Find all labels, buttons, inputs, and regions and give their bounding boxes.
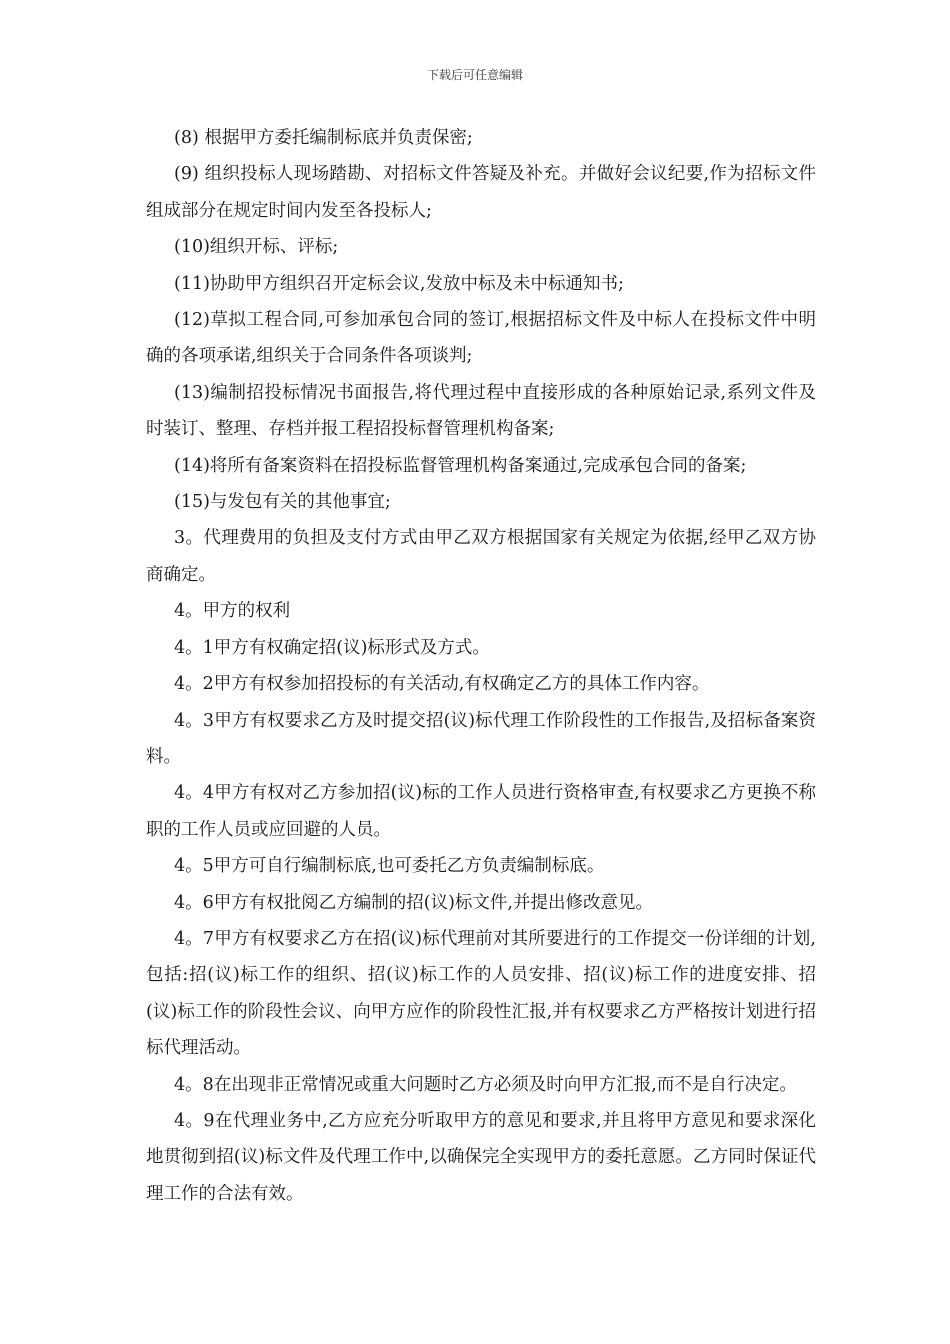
paragraph: (13)编制招投标情况书面报告,将代理过程中直接形成的各种原始记录,系列文件及时装订、整理、存档并报工程招投标督管理机构备案; [146, 382, 816, 440]
paragraph: 4。3甲方有权要求乙方及时提交招(议)标代理工作阶段性的工作报告,及招标备案资料。 [146, 710, 816, 767]
paragraph: 4。1甲方有权确定招(议)标形式及方式。 [174, 637, 490, 658]
paragraph: (14)将所有备案资料在招投标监督管理机构备案通过,完成承包合同的备案; [174, 455, 747, 476]
paragraph: (8) 根据甲方委托编制标底并负责保密; [174, 128, 473, 148]
paragraph: (15)与发包有关的其他事宜; [174, 492, 391, 513]
paragraph: 4。2甲方有权参加招投标的有关活动,有权确定乙方的具体工作内容。 [174, 674, 710, 695]
paragraph: (11)协助甲方组织召开定标会议,发放中标及未中标通知书; [174, 273, 624, 294]
paragraph: 4。8在出现非正常情况或重大问题时乙方必须及时向甲方汇报,而不是自行决定。 [174, 1074, 797, 1095]
page-header: 下载后可任意编辑 [426, 68, 523, 82]
paragraph: 4。9在代理业务中,乙方应充分听取甲方的意见和要求,并且将甲方意见和要求深化地贯彻到招(议)标文件及代理工作中,以确保完全实现甲方的委托意愿。乙方同时保证代理工作的合法有效。 [146, 1110, 816, 1204]
paragraph: (10)组织开标、评标; [174, 237, 339, 258]
paragraph: 3。代理费用的负担及支付方式由甲乙双方根据国家有关规定为依据,经甲乙双方协商确定。 [146, 528, 816, 585]
paragraph: 4。7甲方有权要求乙方在招(议)标代理前对其所要进行的工作提交一份详细的计划,包括:招(议)标工作的组织、招(议)标工作的人员安排、招(议)标工作的进度安排、招(议)标工作的阶段性会议、向甲方应作的阶段性汇报,并有权要求乙方严格按计划进行招标代理活动。 [146, 928, 816, 1059]
paragraph: (12)草拟工程合同,可参加承包合同的签订,根据招标文件及中标人在投标文件中明确的各项承诺,组织关于合同条件各项谈判; [146, 310, 816, 367]
paragraph: 4。5甲方可自行编制标底,也可委托乙方负责编制标底。 [174, 856, 605, 877]
paragraph: (9) 组织投标人现场踏勘、对招标文件答疑及补充。并做好会议纪要,作为招标文件组成部分在规定时间内发至各投标人; [146, 164, 816, 221]
document-body [146, 120, 816, 1212]
paragraph: 4。4甲方有权对乙方参加招(议)标的工作人员进行资格审查,有权要求乙方更换不称职的工作人员或应回避的人员。 [146, 783, 816, 840]
paragraph: 4。甲方的权利 [174, 601, 291, 622]
paragraph: 4。6甲方有权批阅乙方编制的招(议)标文件,并提出修改意见。 [174, 892, 653, 913]
